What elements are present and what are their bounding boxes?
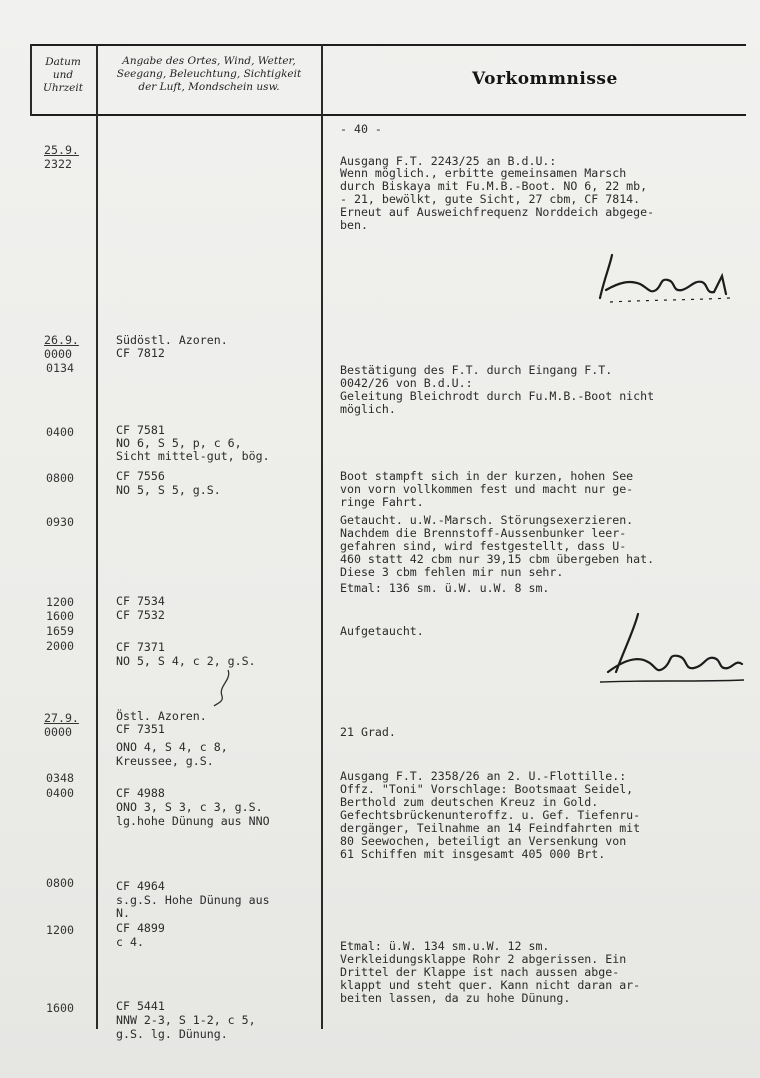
time-entry: 0800 (46, 471, 74, 485)
pen-mark (210, 668, 240, 708)
header-conditions-line3: der Luft, Mondschein usw. (138, 81, 280, 93)
event-line: Berthold zum deutschen Kreuz in Gold. (340, 795, 599, 809)
event-line: durch Biskaya mit Fu.M.B.-Boot. NO 6, 22 mb, (340, 179, 648, 193)
condition-line: CF 7581 (116, 423, 165, 437)
column-divider-1 (96, 44, 98, 1029)
condition-line: s.g.S. Hohe Dünung aus (116, 893, 270, 907)
event-line: Geleitung Bleichrodt durch Fu.M.B.-Boot nicht (340, 389, 655, 403)
time-entry: 2000 (46, 639, 74, 653)
header-date-line1: Datum (45, 56, 81, 68)
time-entry: 0000 (44, 725, 72, 739)
header-date-line3: Uhrzeit (43, 82, 83, 94)
time-entry: 1600 (46, 1001, 74, 1015)
header-date-line2: und (52, 69, 74, 81)
time-entry: 1600 (46, 609, 74, 623)
condition-line: Sicht mittel-gut, bög. (116, 449, 270, 463)
date-27-9: 27.9. (44, 711, 79, 725)
time-entry: 0000 (44, 347, 72, 361)
time-entry: 0400 (46, 786, 74, 800)
time-entry: 0930 (46, 515, 74, 529)
condition-line: CF 7556 (116, 469, 165, 483)
condition-line: NO 5, S 4, c 2, g.S. (116, 654, 256, 668)
condition-line: lg.hohe Dünung aus NNO (116, 814, 270, 828)
time-entry: 0348 (46, 771, 74, 785)
header-conditions-line1: Angabe des Ortes, Wind, Wetter, (122, 55, 296, 67)
event-line: Aufgetaucht. (340, 624, 424, 638)
event-line: Verkleidungsklappe Rohr 2 abgerissen. Ein (340, 952, 627, 966)
time-entry: 0800 (46, 876, 74, 890)
time-entry: 1200 (46, 923, 74, 937)
top-rule (30, 44, 746, 46)
event-line: Ausgang F.T. 2243/25 an B.d.U.: (340, 154, 557, 168)
condition-line: N. (116, 906, 130, 920)
condition-line: CF 7532 (116, 608, 165, 622)
event-line: Boot stampft sich in der kurzen, hohen See (340, 469, 634, 483)
event-line: Ausgang F.T. 2358/26 an 2. U.-Flottille.: (340, 769, 627, 783)
condition-line: CF 5441 (116, 999, 165, 1013)
event-line: möglich. (340, 402, 396, 416)
event-line: Etmal: 136 sm. ü.W. u.W. 8 sm. (340, 581, 550, 595)
event-line: Gefechtsbrückenunteroffz. u. Gef. Tiefenru- (340, 808, 641, 822)
condition-line: CF 7371 (116, 640, 165, 654)
header-date-time (31, 56, 95, 95)
condition-line: NO 6, S 5, p, c 6, (116, 436, 242, 450)
condition-line: CF 7351 (116, 722, 165, 736)
event-line: Nachdem die Brennstoff-Aussenbunker leer- (340, 526, 627, 540)
event-line: 21 Grad. (340, 725, 396, 739)
header-rule (30, 114, 746, 116)
event-line: Bestätigung des F.T. durch Eingang F.T. (340, 363, 613, 377)
event-line: Diese 3 cbm fehlen mir nun sehr. (340, 565, 564, 579)
page-number: - 40 - (340, 122, 382, 136)
event-line: 61 Schiffen mit insgesamt 405 000 Brt. (340, 847, 606, 861)
header-conditions (98, 55, 320, 94)
time-entry: 0134 (46, 361, 74, 375)
event-line: von vorn vollkommen fest und macht nur ge- (340, 482, 634, 496)
event-line: gefahren sind, wird festgestellt, dass U- (340, 539, 627, 553)
time-entry: 0400 (46, 425, 74, 439)
header-conditions-line2: Seegang, Beleuchtung, Sichtigkeit (116, 68, 302, 80)
condition-line: CF 4988 (116, 786, 165, 800)
event-line: - 21, bewölkt, gute Sicht, 27 cbm, CF 7814. (340, 192, 641, 206)
condition-line: ONO 3, S 3, c 3, g.S. (116, 800, 263, 814)
time-entry: 1200 (46, 595, 74, 609)
condition-line: ONO 4, S 4, c 8, (116, 740, 228, 754)
event-line: 80 Seewochen, beteiligt an Versenkung von (340, 834, 627, 848)
column-divider-2 (321, 44, 323, 1029)
event-line: klappt und steht quer. Kann nicht daran ar- (340, 978, 641, 992)
date-25-9: 25.9. (44, 143, 79, 157)
event-line: Wenn möglich., erbitte gemeinsamen Marsch (340, 166, 627, 180)
event-line: ben. (340, 218, 368, 232)
condition-line: c 4. (116, 935, 144, 949)
event-line: Drittel der Klappe ist nach aussen abge- (340, 965, 620, 979)
event-line: 0042/26 von B.d.U.: (340, 376, 473, 390)
condition-line: g.S. lg. Dünung. (116, 1027, 228, 1041)
condition-line: Südöstl. Azoren. (116, 333, 228, 347)
event-line: Erneut auf Ausweichfrequenz Norddeich abgege- (340, 205, 655, 219)
condition-line: Östl. Azoren. (116, 709, 207, 723)
condition-line: NO 5, S 5, g.S. (116, 483, 221, 497)
condition-line: Kreussee, g.S. (116, 754, 214, 768)
event-line: Getaucht. u.W.-Marsch. Störungsexerzieren. (340, 513, 634, 527)
condition-line: CF 7812 (116, 346, 165, 360)
date-26-9: 26.9. (44, 333, 79, 347)
time-entry: 2322 (44, 157, 72, 171)
condition-line: CF 7534 (116, 594, 165, 608)
event-line: dergänger, Teilnahme an 14 Feindfahrten mit (340, 821, 641, 835)
event-line: 460 statt 42 cbm nur 39,15 cbm übergeben hat. (340, 552, 655, 566)
condition-line: CF 4899 (116, 921, 165, 935)
signature-1 (590, 250, 740, 310)
time-entry: 1659 (46, 624, 74, 638)
event-line: Etmal: ü.W. 134 sm.u.W. 12 sm. (340, 939, 550, 953)
condition-line: NNW 2-3, S 1-2, c 5, (116, 1013, 256, 1027)
event-line: Offz. "Toni" Vorschlage: Bootsmaat Seidel, (340, 782, 634, 796)
condition-line: CF 4964 (116, 879, 165, 893)
event-line: ringe Fahrt. (340, 495, 424, 509)
header-events: Vorkommnisse (472, 69, 618, 89)
event-line: beiten lassen, da zu hohe Dünung. (340, 991, 571, 1005)
signature-2 (594, 610, 748, 690)
